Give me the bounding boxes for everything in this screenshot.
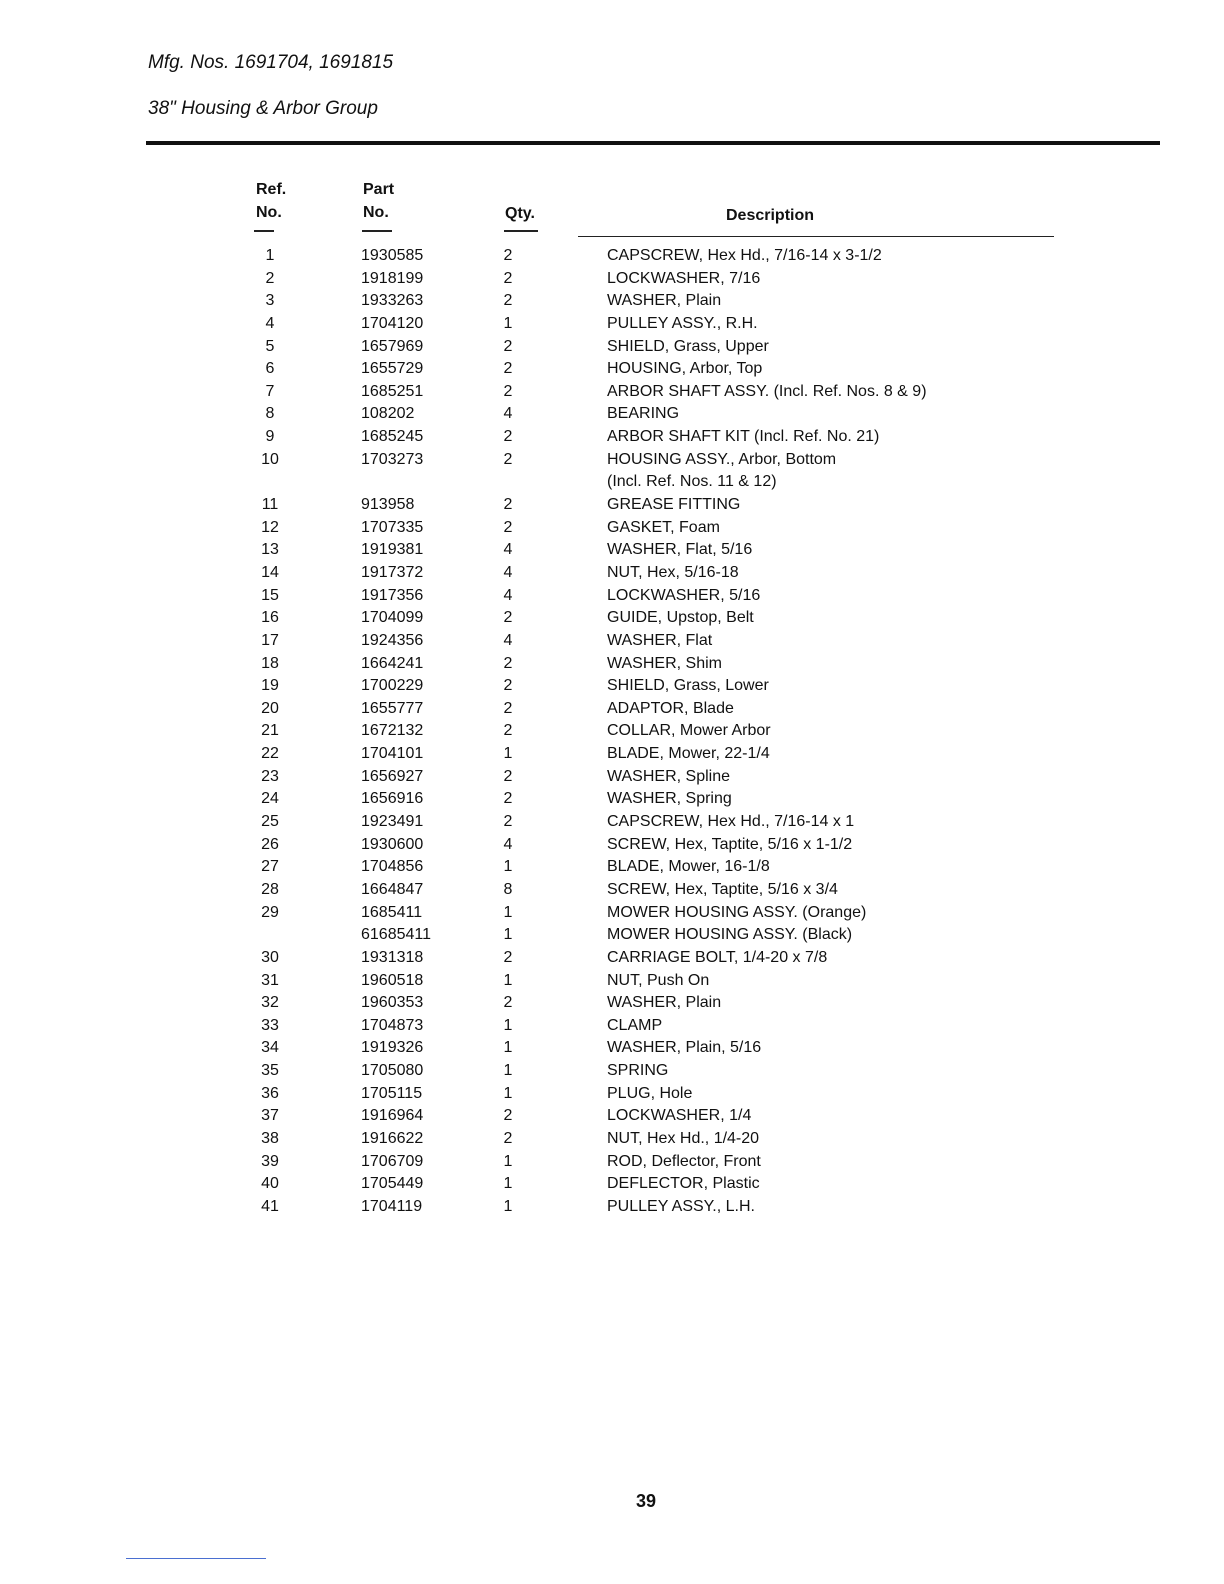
column-header-part-line2: No.: [363, 204, 389, 221]
description-cell: GASKET, Foam: [607, 518, 720, 536]
part-no-cell: 1917372: [361, 563, 424, 581]
description-cell: NUT, Hex Hd., 1/4-20: [607, 1129, 760, 1147]
description-cell: MOWER HOUSING ASSY. (Black): [607, 926, 853, 944]
qty-cell: 1: [503, 1016, 513, 1034]
table-row: [0, 313, 1224, 336]
table-row: [0, 471, 1224, 494]
table-row: [0, 1196, 1224, 1219]
ref-no-cell: 7: [265, 382, 275, 400]
table-row: [0, 902, 1224, 925]
table-row: [0, 1060, 1224, 1083]
ref-no-cell: 26: [261, 835, 279, 853]
qty-cell: 2: [503, 813, 513, 831]
description-cell: WASHER, Flat: [607, 631, 713, 649]
qty-cell: 2: [503, 428, 513, 446]
ref-no-cell: 10: [261, 450, 279, 468]
description-cell: LOCKWASHER, 1/4: [607, 1107, 752, 1125]
table-row: [0, 607, 1224, 630]
part-no-cell: 1960353: [361, 994, 424, 1012]
description-cell: BLADE, Mower, 16-1/8: [607, 858, 770, 876]
part-no-cell: 1700229: [361, 677, 424, 695]
description-cell: ROD, Deflector, Front: [607, 1152, 761, 1170]
part-no-cell: 1707335: [361, 518, 424, 536]
ref-no-cell: 19: [261, 677, 279, 695]
ref-no-cell: 40: [261, 1175, 279, 1193]
table-row: [0, 856, 1224, 879]
description-cell: WASHER, Plain: [607, 994, 722, 1012]
part-no-cell: 1657969: [361, 337, 424, 355]
footer-link-line: [126, 1558, 266, 1559]
qty-cell: 2: [503, 654, 513, 672]
qty-cell: 1: [503, 1039, 513, 1057]
column-header-ref-line1: Ref.: [256, 181, 287, 198]
description-cell: ADAPTOR, Blade: [607, 699, 734, 717]
description-cell: ARBOR SHAFT ASSY. (Incl. Ref. Nos. 8 & 9): [607, 382, 927, 400]
ref-no-cell: 18: [261, 654, 279, 672]
table-row: [0, 970, 1224, 993]
part-no-cell: 1919381: [361, 541, 424, 559]
part-no-cell: 913958: [361, 496, 415, 514]
table-row: [0, 879, 1224, 902]
table-row: [0, 268, 1224, 291]
description-column-rule: [578, 236, 1054, 237]
qty-cell: 4: [503, 835, 513, 853]
table-row: [0, 743, 1224, 766]
part-no-cell: 1655777: [361, 699, 424, 717]
qty-cell: 8: [503, 880, 513, 898]
qty-cell: 2: [503, 699, 513, 717]
description-cell: DEFLECTOR, Plastic: [607, 1175, 760, 1193]
group-title: 38" Housing & Arbor Group: [148, 98, 378, 119]
description-cell: LOCKWASHER, 5/16: [607, 586, 761, 604]
ref-no-cell: 38: [261, 1129, 279, 1147]
part-no-cell: 1704099: [361, 609, 424, 627]
table-row: [0, 517, 1224, 540]
ref-no-cell: 36: [261, 1084, 279, 1102]
qty-cell: 1: [503, 745, 513, 763]
table-row: [0, 924, 1224, 947]
page-number: 39: [636, 1491, 657, 1511]
description-cell: WASHER, Spring: [607, 790, 732, 808]
table-row: [0, 539, 1224, 562]
qty-column-rule: [504, 230, 538, 232]
description-cell: COLLAR, Mower Arbor: [607, 722, 771, 740]
description-cell: WASHER, Spline: [607, 767, 730, 785]
table-row: [0, 675, 1224, 698]
description-cell: CAPSCREW, Hex Hd., 7/16-14 x 1: [607, 813, 855, 831]
table-row: [0, 336, 1224, 359]
part-no-cell: 1931318: [361, 948, 424, 966]
qty-cell: 1: [503, 926, 513, 944]
qty-cell: 2: [503, 382, 513, 400]
qty-cell: 4: [503, 631, 513, 649]
description-cell: PLUG, Hole: [607, 1084, 693, 1102]
table-row: [0, 788, 1224, 811]
part-no-cell: 1704101: [361, 745, 424, 763]
part-no-cell: 1685245: [361, 428, 424, 446]
qty-cell: 4: [503, 541, 513, 559]
part-no-cell: 1704120: [361, 314, 424, 332]
part-no-cell: 1924356: [361, 631, 424, 649]
parts-table: [0, 245, 1224, 1219]
part-no-cell: 1916622: [361, 1129, 424, 1147]
ref-no-cell: 5: [265, 337, 275, 355]
table-row: [0, 653, 1224, 676]
part-no-cell: 1923491: [361, 813, 424, 831]
part-no-cell: 1930600: [361, 835, 424, 853]
part-no-cell: 1919326: [361, 1039, 424, 1057]
qty-cell: 2: [503, 247, 513, 264]
column-header-ref-no: [256, 178, 286, 224]
part-no-cell: 1685251: [361, 382, 424, 400]
description-cell: BEARING: [607, 405, 680, 423]
qty-cell: 1: [503, 971, 513, 989]
table-row: [0, 834, 1224, 857]
description-cell: SPRING: [607, 1062, 669, 1080]
part-no-cell: 1703273: [361, 450, 424, 468]
table-row: [0, 245, 1224, 268]
table-row: [0, 290, 1224, 313]
ref-no-cell: 20: [261, 699, 279, 717]
ref-no-cell: 21: [261, 722, 279, 740]
qty-cell: 1: [503, 858, 513, 876]
ref-no-cell: 4: [265, 314, 275, 332]
table-row: [0, 766, 1224, 789]
table-row: [0, 630, 1224, 653]
qty-cell: 2: [503, 450, 513, 468]
qty-cell: 2: [503, 677, 513, 695]
table-row: [0, 1015, 1224, 1038]
part-no-cell: 1918199: [361, 269, 424, 287]
description-cell: WASHER, Plain: [607, 292, 722, 310]
ref-no-cell: 9: [265, 428, 275, 446]
table-row: [0, 811, 1224, 834]
part-no-cell: 1960518: [361, 971, 424, 989]
qty-cell: 1: [503, 314, 513, 332]
qty-cell: 2: [503, 767, 513, 785]
description-cell: WASHER, Plain, 5/16: [607, 1039, 762, 1057]
qty-cell: 1: [503, 1084, 513, 1102]
part-no-cell: 1664241: [361, 654, 424, 672]
table-row: [0, 585, 1224, 608]
part-no-cell: 1916964: [361, 1107, 424, 1125]
table-row: [0, 358, 1224, 381]
qty-cell: 2: [503, 948, 513, 966]
qty-cell: 4: [503, 405, 513, 423]
ref-no-cell: 23: [261, 767, 279, 785]
table-row: [0, 720, 1224, 743]
description-cell: CLAMP: [607, 1016, 663, 1034]
table-row: [0, 1105, 1224, 1128]
description-cell: WASHER, Shim: [607, 654, 722, 672]
ref-no-cell: 15: [261, 586, 279, 604]
part-no-cell: 1655729: [361, 360, 424, 378]
ref-no-cell: 16: [261, 609, 279, 627]
part-no-cell: 1705115: [361, 1084, 423, 1102]
ref-no-cell: 2: [265, 269, 275, 287]
part-column-rule: [362, 230, 392, 232]
qty-cell: 2: [503, 609, 513, 627]
column-header-part-no: [363, 178, 394, 224]
description-cell: MOWER HOUSING ASSY. (Orange): [607, 903, 867, 921]
column-header-part-line1: Part: [363, 181, 395, 198]
qty-cell: 1: [503, 1175, 513, 1193]
ref-no-cell: 31: [261, 971, 279, 989]
description-cell: SHIELD, Grass, Lower: [607, 677, 769, 695]
ref-no-cell: 22: [261, 745, 279, 763]
ref-no-cell: 33: [261, 1016, 279, 1034]
description-cell: WASHER, Flat, 5/16: [607, 541, 753, 559]
ref-no-cell: 41: [261, 1197, 279, 1215]
part-no-cell: 1685411: [361, 903, 423, 921]
description-cell: NUT, Hex, 5/16-18: [607, 563, 739, 581]
ref-no-cell: 11: [261, 496, 279, 514]
part-no-cell: 1704873: [361, 1016, 424, 1034]
ref-no-cell: 3: [265, 292, 275, 310]
column-header-qty: Qty.: [505, 205, 535, 222]
part-no-cell: 1704119: [361, 1197, 423, 1215]
ref-no-cell: 13: [261, 541, 279, 559]
ref-no-cell: 39: [261, 1152, 279, 1170]
description-cell: PULLEY ASSY., R.H.: [607, 314, 758, 332]
table-row: [0, 381, 1224, 404]
ref-column-rule: [254, 230, 274, 232]
description-cell: GUIDE, Upstop, Belt: [607, 609, 754, 627]
ref-no-cell: 35: [261, 1062, 279, 1080]
qty-cell: 2: [503, 337, 513, 355]
ref-no-cell: 6: [265, 360, 275, 378]
qty-cell: 2: [503, 722, 513, 740]
qty-cell: 4: [503, 586, 513, 604]
part-no-cell: 1706709: [361, 1152, 424, 1170]
ref-no-cell: 37: [261, 1107, 279, 1125]
description-cell: BLADE, Mower, 22-1/4: [607, 745, 770, 763]
part-no-cell: 1933263: [361, 292, 424, 310]
qty-cell: 1: [503, 1152, 513, 1170]
ref-no-cell: 8: [265, 405, 275, 423]
part-no-cell: 61685411: [361, 926, 431, 944]
part-no-cell: 108202: [361, 405, 415, 423]
description-cell: CAPSCREW, Hex Hd., 7/16-14 x 3-1/2: [607, 247, 882, 264]
part-no-cell: 1656927: [361, 767, 424, 785]
model-numbers-header: Mfg. Nos. 1691704, 1691815: [148, 52, 394, 73]
description-cell: ARBOR SHAFT KIT (Incl. Ref. No. 21): [607, 428, 880, 446]
qty-cell: 2: [503, 994, 513, 1012]
qty-cell: 2: [503, 292, 513, 310]
table-row: [0, 562, 1224, 585]
description-cell: LOCKWASHER, 7/16: [607, 269, 761, 287]
description-cell: SHIELD, Grass, Upper: [607, 337, 769, 355]
description-cell: SCREW, Hex, Taptite, 5/16 x 1-1/2: [607, 835, 853, 853]
ref-no-cell: 34: [261, 1039, 279, 1057]
description-cell: SCREW, Hex, Taptite, 5/16 x 3/4: [607, 880, 838, 898]
column-header-description: Description: [726, 207, 815, 224]
qty-cell: 2: [503, 1129, 513, 1147]
part-no-cell: 1672132: [361, 722, 424, 740]
table-row: [0, 1173, 1224, 1196]
column-header-ref-line2: No.: [256, 204, 282, 221]
description-cell: GREASE FITTING: [607, 496, 741, 514]
description-cell: HOUSING, Arbor, Top: [607, 360, 763, 378]
qty-cell: 2: [503, 496, 513, 514]
part-no-cell: 1656916: [361, 790, 424, 808]
table-row: [0, 947, 1224, 970]
part-no-cell: 1705080: [361, 1062, 424, 1080]
ref-no-cell: 30: [261, 948, 279, 966]
ref-no-cell: 12: [261, 518, 279, 536]
table-row: [0, 1037, 1224, 1060]
ref-no-cell: 14: [261, 563, 279, 581]
qty-cell: 2: [503, 790, 513, 808]
qty-cell: 2: [503, 269, 513, 287]
table-row: [0, 426, 1224, 449]
table-row: [0, 494, 1224, 517]
table-row: [0, 403, 1224, 426]
qty-cell: 1: [503, 1062, 513, 1080]
table-row: [0, 449, 1224, 472]
description-cell: (Incl. Ref. Nos. 11 & 12): [607, 473, 777, 491]
ref-no-cell: 29: [261, 903, 279, 921]
part-no-cell: 1704856: [361, 858, 424, 876]
part-no-cell: 1917356: [361, 586, 424, 604]
table-row: [0, 992, 1224, 1015]
qty-cell: 2: [503, 518, 513, 536]
qty-cell: 2: [503, 1107, 513, 1125]
header-rule: [146, 141, 1160, 145]
qty-cell: 1: [503, 903, 513, 921]
ref-no-cell: 17: [261, 631, 279, 649]
qty-cell: 4: [503, 563, 513, 581]
table-row: [0, 698, 1224, 721]
description-cell: PULLEY ASSY., L.H.: [607, 1197, 755, 1215]
description-cell: NUT, Push On: [607, 971, 710, 989]
part-no-cell: 1930585: [361, 247, 424, 264]
qty-cell: 2: [503, 360, 513, 378]
ref-no-cell: 27: [261, 858, 279, 876]
description-cell: HOUSING ASSY., Arbor, Bottom: [607, 450, 837, 468]
table-row: [0, 1151, 1224, 1174]
qty-cell: 1: [503, 1197, 513, 1215]
table-row: [0, 1083, 1224, 1106]
ref-no-cell: 1: [265, 247, 275, 264]
ref-no-cell: 32: [261, 994, 279, 1012]
part-no-cell: 1664847: [361, 880, 424, 898]
ref-no-cell: 24: [261, 790, 279, 808]
description-cell: CARRIAGE BOLT, 1/4-20 x 7/8: [607, 948, 828, 966]
table-row: [0, 1128, 1224, 1151]
ref-no-cell: 28: [261, 880, 279, 898]
part-no-cell: 1705449: [361, 1175, 424, 1193]
ref-no-cell: 25: [261, 813, 279, 831]
